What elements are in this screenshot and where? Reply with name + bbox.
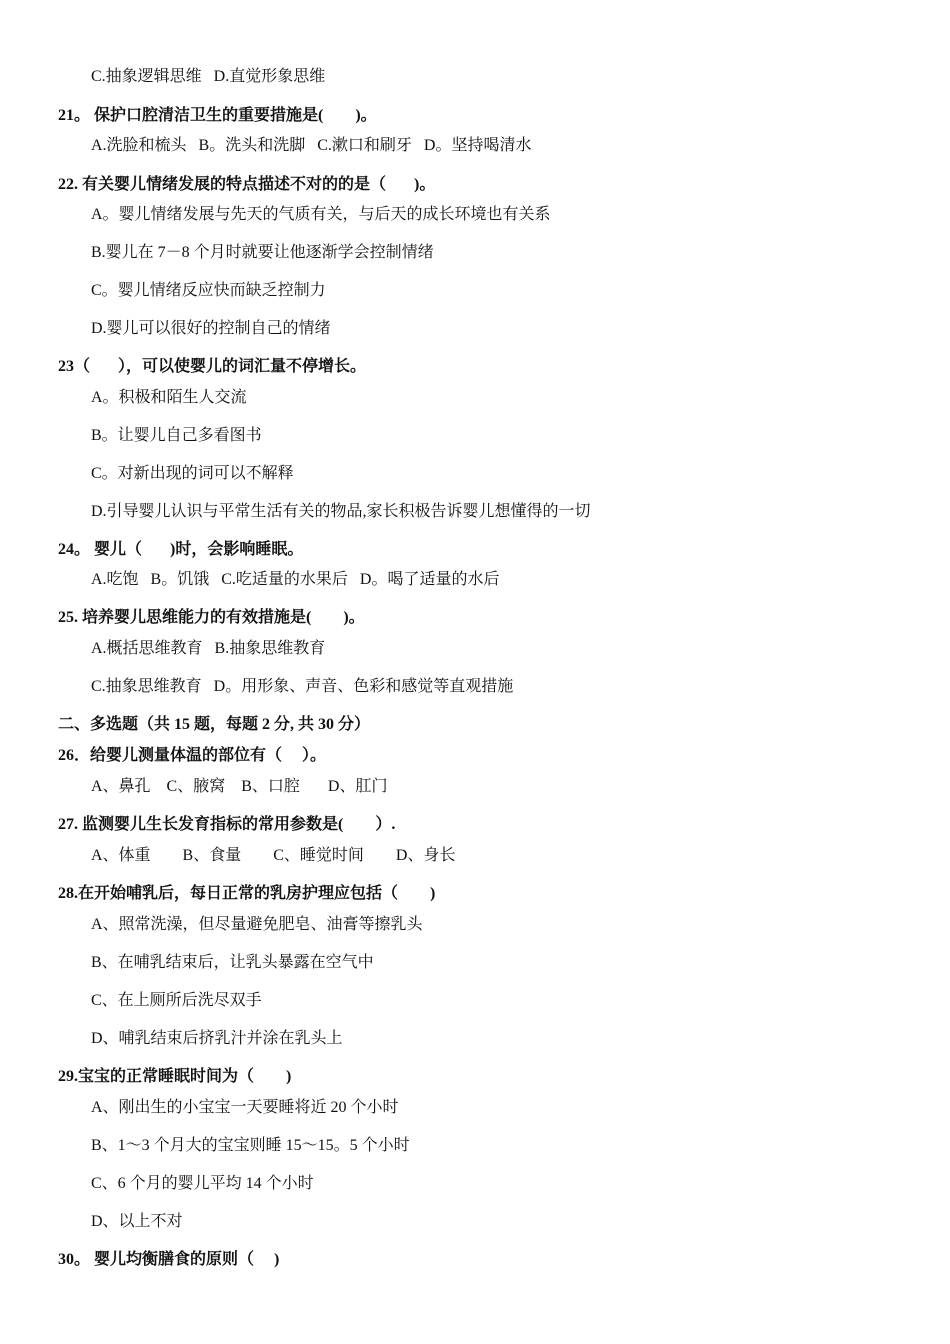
- question-28: 28.在开始哺乳后，每日正常的乳房护理应包括（ ): [58, 885, 436, 902]
- question-21: 21。 保护口腔清洁卫生的重要措施是( )。: [58, 107, 377, 124]
- option-line: D、以上不对: [91, 1213, 183, 1230]
- question-27: 27. 监测婴儿生长发育指标的常用参数是( ）.: [58, 816, 396, 833]
- option-line: C。婴儿情绪反应快而缺乏控制力: [91, 282, 326, 299]
- option-line: B、在哺乳结束后，让乳头暴露在空气中: [91, 954, 374, 971]
- option-line: A.吃饱 B。饥饿 C.吃适量的水果后 D。喝了适量的水后: [91, 571, 500, 588]
- option-line: B、1～3 个月大的宝宝则睡 15～15。5 个小时: [91, 1137, 410, 1154]
- question-26: 26．给婴儿测量体温的部位有（ ）。: [58, 747, 327, 764]
- option-line: C.抽象逻辑思维 D.直觉形象思维: [91, 68, 326, 85]
- question-23: 23（ ），可以使婴儿的词汇量不停增长。: [58, 358, 367, 375]
- section-heading: 二、多选题（共 15 题，每题 2 分, 共 30 分）: [58, 716, 371, 733]
- question-22: 22. 有关婴儿情绪发展的特点描述不对的的是（ )。: [58, 176, 436, 193]
- question-30: 30。 婴儿均衡膳食的原则（ ): [58, 1251, 280, 1268]
- option-line: A、照常洗澡，但尽量避免肥皂、油膏等擦乳头: [91, 916, 423, 933]
- option-line: D.引导婴儿认识与平常生活有关的物品,家长积极告诉婴儿想懂得的一切: [91, 503, 591, 520]
- question-29: 29.宝宝的正常睡眠时间为（ ): [58, 1068, 292, 1085]
- option-line: A。婴儿情绪发展与先天的气质有关，与后天的成长环境也有关系: [91, 206, 551, 223]
- option-line: A、刚出生的小宝宝一天要睡将近 20 个小时: [91, 1099, 399, 1116]
- option-line: C、在上厕所后洗尽双手: [91, 992, 262, 1009]
- option-line: A。积极和陌生人交流: [91, 389, 247, 406]
- option-line: B。让婴儿自己多看图书: [91, 427, 262, 444]
- option-line: C.抽象思维教育 D。用形象、声音、色彩和感觉等直观措施: [91, 678, 514, 695]
- option-line: A.洗脸和梳头 B。洗头和洗脚 C.漱口和刷牙 D。坚持喝清水: [91, 137, 532, 154]
- question-24: 24。 婴儿（ )时，会影响睡眠。: [58, 541, 304, 558]
- option-line: A、鼻孔 C、腋窝 B、口腔 D、肛门: [91, 778, 388, 795]
- option-line: C。对新出现的词可以不解释: [91, 465, 294, 482]
- option-line: A、体重 B、食量 C、睡觉时间 D、身长: [91, 847, 456, 864]
- option-line: B.婴儿在 7－8 个月时就要让他逐渐学会控制情绪: [91, 244, 434, 261]
- option-line: A.概括思维教育 B.抽象思维教育: [91, 640, 326, 657]
- option-line: C、6 个月的婴儿平均 14 个小时: [91, 1175, 314, 1192]
- question-25: 25. 培养婴儿思维能力的有效措施是( )。: [58, 609, 365, 626]
- option-line: D.婴儿可以很好的控制自己的情绪: [91, 320, 331, 337]
- option-line: D、哺乳结束后挤乳汁并涂在乳头上: [91, 1030, 343, 1047]
